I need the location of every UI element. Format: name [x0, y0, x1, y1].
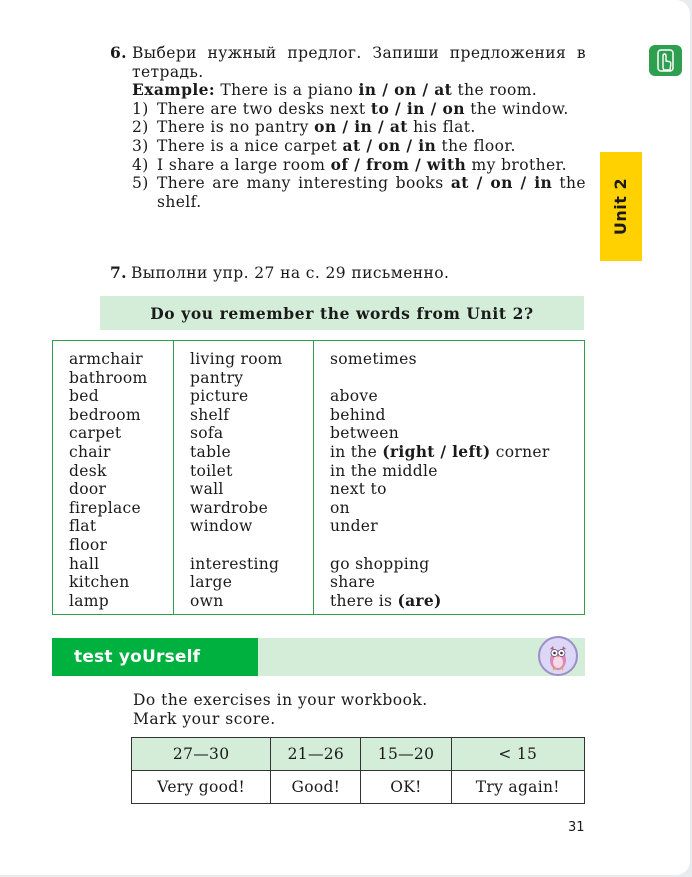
score-table	[131, 737, 585, 804]
score-result: OK!	[361, 771, 451, 804]
word-item: wall	[190, 480, 224, 499]
word-item: between	[330, 424, 400, 443]
score-results-row	[132, 771, 585, 804]
word-item: behind	[330, 405, 386, 424]
hand-pointer-icon[interactable]	[649, 45, 682, 76]
word-item: window	[190, 517, 253, 536]
remember-heading: Do you remember the words from Unit 2?	[100, 296, 584, 330]
owl-icon	[538, 636, 578, 676]
exercise-item: 4) I share a large room of / from / with my brother.	[132, 154, 567, 174]
word-item: armchair	[69, 350, 144, 368]
exercise-item: 1) There are two desks next to / in / on the window.	[132, 98, 569, 118]
page-number: 31	[568, 820, 585, 835]
score-result: Good!	[271, 771, 361, 804]
word-item: pantry	[190, 368, 244, 387]
word-item: picture	[190, 387, 249, 406]
word-item: flat	[69, 517, 97, 536]
word-item: above	[330, 387, 378, 406]
exercise-6	[110, 44, 586, 211]
word-column-3	[314, 341, 584, 614]
exercise-text: Выполни упр. 27 на с. 29 письменно.	[130, 264, 450, 282]
word-item: fireplace	[69, 498, 141, 517]
word-item: living room	[190, 350, 283, 368]
score-range: 21—26	[271, 738, 361, 771]
exercise-7	[110, 263, 449, 282]
example-line: Example: There is a piano in / on / at the room.	[132, 80, 538, 100]
word-item: there is (are)	[330, 590, 442, 610]
exercise-item: 5) There are many interesting books at / on / in the shelf.	[132, 173, 586, 211]
word-item: go shopping	[330, 554, 430, 573]
word-item: bathroom	[69, 368, 148, 387]
word-item: wardrobe	[190, 498, 269, 517]
score-result: Try again!	[451, 771, 584, 804]
word-column-nouns	[53, 341, 174, 614]
word-item: sometimes	[330, 350, 417, 368]
word-item: on	[330, 498, 350, 517]
word-item: bed	[69, 387, 99, 406]
word-column-2	[174, 341, 314, 614]
unit-tab-label: Unit 2	[611, 177, 631, 236]
word-item: in the (right / left) corner	[330, 441, 550, 461]
score-ranges-row	[132, 738, 585, 771]
word-item: large	[190, 573, 233, 592]
word-item: share	[330, 573, 376, 592]
word-item: under	[330, 517, 378, 536]
word-item: shelf	[190, 405, 230, 424]
test-yourself-label: test yoUrself	[52, 638, 258, 676]
score-range: 15—20	[361, 738, 451, 771]
word-item: table	[190, 442, 232, 461]
exercise-number: 6.	[110, 43, 127, 62]
word-item: lamp	[69, 591, 110, 610]
score-range: < 15	[451, 738, 584, 771]
test-yourself-bar	[52, 638, 585, 676]
word-item: in the middle	[330, 461, 438, 480]
word-item: interesting	[190, 554, 280, 573]
word-item: door	[69, 480, 107, 499]
word-item: chair	[69, 442, 111, 461]
exercise-item: 3) There is a nice carpet at / on / in the floor.	[132, 135, 516, 155]
word-item: toilet	[190, 461, 233, 480]
word-list-box	[52, 340, 585, 615]
score-result: Very good!	[132, 771, 271, 804]
word-item: bedroom	[69, 405, 141, 424]
exercise-number: 7.	[110, 263, 127, 282]
word-item: floor	[69, 535, 108, 554]
exercise-instruction: Выбери нужный предлог. Запиши предложения в тетрадь.	[132, 44, 586, 81]
test-instructions: Do the exercises in your workbook. Mark your score.	[133, 691, 428, 728]
exercise-item: 2) There is no pantry on / in / at his flat.	[132, 117, 476, 137]
word-item: next to	[330, 480, 387, 499]
unit-tab[interactable]	[600, 152, 642, 261]
word-item: kitchen	[69, 573, 130, 592]
word-item: desk	[69, 461, 107, 480]
word-item: carpet	[69, 424, 122, 443]
word-item: sofa	[190, 424, 224, 443]
score-range: 27—30	[132, 738, 271, 771]
word-item: own	[190, 591, 224, 610]
word-item: hall	[69, 554, 100, 573]
